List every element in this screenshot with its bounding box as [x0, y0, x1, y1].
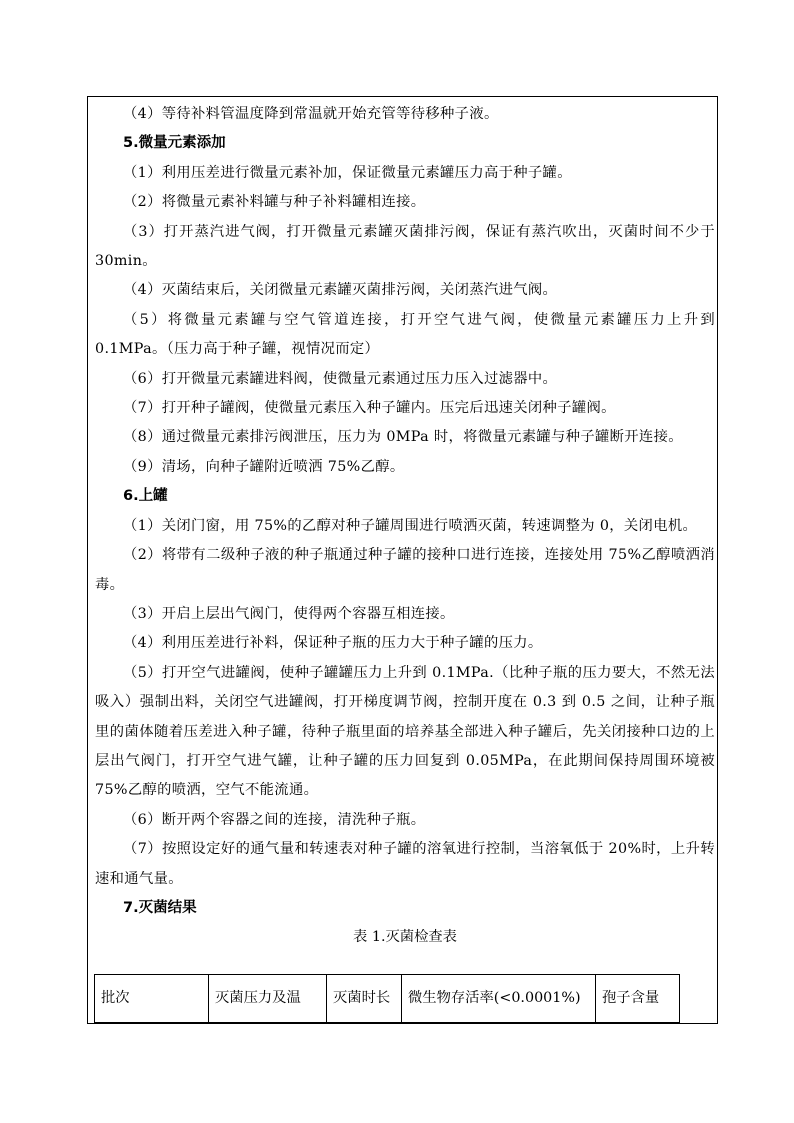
table-header-cell: 灭菌压力及温	[209, 975, 327, 1023]
paragraph: （3）开启上层出气阀门，使得两个容器互相连接。	[123, 605, 455, 622]
table-header-cell: 批次	[95, 975, 209, 1023]
table-header-cell: 灭菌时长	[327, 975, 402, 1023]
paragraph: （3）打开蒸汽进气阀，打开微量元素罐灭菌排污阀，保证有蒸汽吹出，灭菌时间不少于 30min。	[95, 223, 715, 270]
paragraph: （1）利用压差进行微量元素补加，保证微量元素罐压力高于种子罐。	[123, 164, 572, 181]
paragraph: （4）灭菌结束后，关闭微量元素罐灭菌排污阀，关闭蒸汽进气阀。	[123, 282, 558, 299]
paragraph: （9）清场，向种子罐附近喷洒 75%乙醇。	[123, 458, 405, 475]
section-heading: 5.微量元素添加	[123, 135, 226, 152]
paragraph: （1）关闭门窗，用 75%的乙醇对种子罐周围进行喷洒灭菌，转速调整为 0，关闭电机。	[123, 517, 698, 534]
paragraph: （2）将带有二级种子液的种子瓶通过种子罐的接种口进行连接，连接处用 75%乙醇喷洒消毒。	[95, 547, 715, 593]
paragraph: （2）将微量元素补料罐与种子补料罐相连接。	[123, 194, 426, 211]
section-heading: 6.上罐	[123, 488, 168, 505]
paragraph: （7）按照设定好的通气量和转速表对种子罐的溶氧进行控制，当溶氧低于 20%时，上升转速和通气量。	[95, 841, 715, 887]
section-heading: 7.灭菌结果	[123, 899, 197, 916]
table-header-row	[95, 975, 680, 1023]
paragraph: （6）断开两个容器之间的连接，清洗种子瓶。	[123, 811, 426, 828]
paragraph: （5）将微量元素罐与空气管道连接，打开空气进气阀，使微量元素罐压力上升到0.1MPa。（压力高于种子罐，视情况而定）	[95, 311, 715, 358]
table-header-cell: 微生物存活率(<0.0001%)	[402, 975, 596, 1023]
paragraph: （6）打开微量元素罐进料阀，使微量元素通过压力压入过滤器中。	[123, 370, 558, 387]
document-body	[95, 96, 715, 952]
paragraph: （7）打开种子罐阀，使微量元素压入种子罐内。压完后迅速关闭种子罐阀。	[123, 400, 616, 417]
paragraph: （5）打开空气进罐阀，使种子罐罐压力上升到 0.1MPa.（比种子瓶的压力要大，不然无法吸入）强制出料，关闭空气进罐阀，打开梯度调节阀，控制开度在 0.3 到 0.5 之间，让种子瓶里的菌体随着压差进入种子罐，待种子瓶里面的培养基全部进入种子罐后，先关闭接种口边的上层出气阀门，打开空气进气罐，让种子罐的压力回复到 0.05MPa，在此期间保持周围环境被 75%乙醇的喷洒，空气不能流通。	[95, 664, 715, 799]
paragraph: （4）等待补料管温度降到常温就开始充管等待移种子液。	[123, 106, 499, 122]
paragraph: （4）利用压差进行补料，保证种子瓶的压力大于种子罐的压力。	[123, 635, 543, 652]
paragraph: （8）通过微量元素排污阀泄压，压力为 0MPa 时，将微量元素罐与种子罐断开连接。	[123, 429, 683, 446]
sterilization-table	[94, 974, 680, 1023]
table-caption: 表 1.灭菌检查表	[353, 929, 457, 946]
table-header-cell: 孢子含量	[596, 975, 680, 1023]
